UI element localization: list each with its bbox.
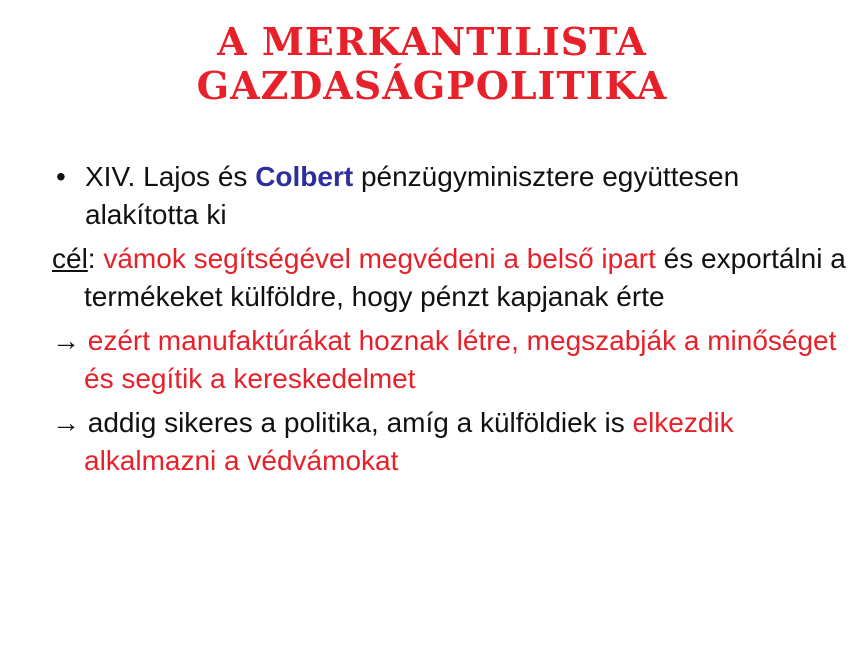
consequence-1-text: ezért manufaktúrákat hoznak létre, megszabják a minőséget és segítik a kereskedelmet (80, 325, 837, 394)
arrow-icon: → (52, 407, 80, 438)
slide-body (52, 158, 852, 486)
arrow-icon: → (52, 325, 80, 356)
consequence-2-black-text: addig sikeres a politika, amíg a külföldiek is (80, 407, 633, 438)
goal-label: cél (52, 243, 88, 274)
bullet-text-before: XIV. Lajos és (85, 161, 256, 192)
colbert-highlight: Colbert (255, 161, 354, 192)
bullet-point (52, 158, 852, 234)
goal-red-text: vámok segítségével megvédeni a belső ipart (103, 243, 656, 274)
bullet-text-after: pénzügyminisztere együttesen alakította ki (85, 161, 740, 230)
bullet-icon: • (56, 161, 66, 192)
consequence-2-red-text: elkezdik alkalmazni a védvámokat (84, 407, 734, 476)
title-line-1: A MERKANTILISTA (217, 19, 647, 64)
goal-black-text: és exportálni a termékeket külföldre, hogy pénzt kapjanak érte (84, 243, 846, 312)
slide-title (0, 20, 864, 108)
goal-colon: : (87, 243, 104, 274)
consequence-2 (52, 404, 852, 480)
consequence-1 (52, 322, 852, 398)
title-line-2: GAZDASÁGPOLITIKA (196, 63, 668, 108)
goal-paragraph (52, 240, 852, 316)
